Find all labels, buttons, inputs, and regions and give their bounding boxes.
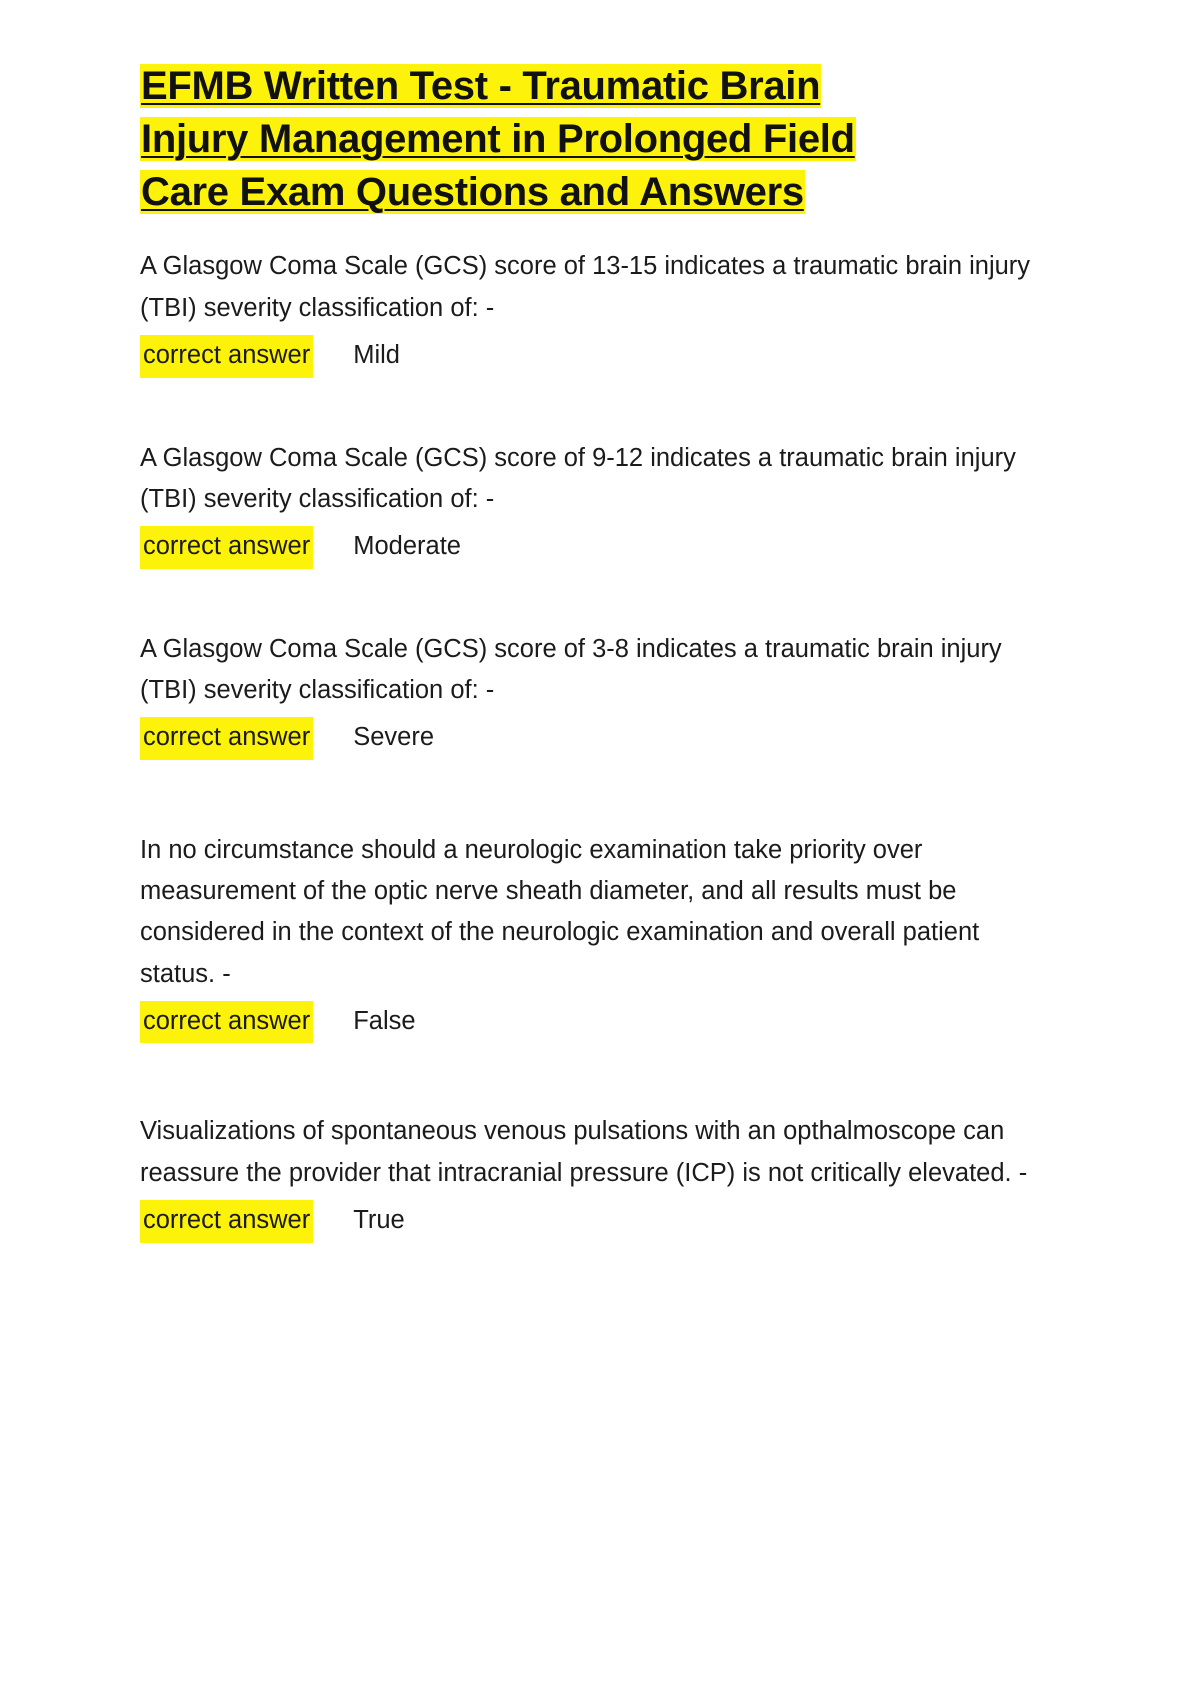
answer-row <box>140 1001 1060 1044</box>
qa-block <box>140 629 1060 760</box>
correct-answer-label: correct answer <box>140 526 313 569</box>
page-title <box>140 60 1060 218</box>
correct-answer-label: correct answer <box>140 717 313 760</box>
question-text: In no circumstance should a neurologic examination take priority over measurement of the optic nerve sheath diameter, and all results must be considered in the context of the neurologic examination and overall patient status. - <box>140 835 980 988</box>
correct-answer-value: True <box>353 1206 405 1235</box>
qa-block <box>140 1111 1060 1242</box>
answer-row <box>140 526 1060 569</box>
correct-answer-label: correct answer <box>140 1200 313 1243</box>
correct-answer-value: Mild <box>353 340 400 369</box>
correct-answer-value: Moderate <box>353 532 461 561</box>
qa-block <box>140 438 1060 569</box>
answer-row <box>140 1200 1060 1243</box>
page-title-line-2: Injury Management in Prolonged Field <box>141 116 855 161</box>
answer-row <box>140 335 1060 378</box>
qa-block <box>140 830 1060 1044</box>
correct-answer-label: correct answer <box>140 1001 313 1044</box>
question-text: A Glasgow Coma Scale (GCS) score of 13-15 indicates a traumatic brain injury (TBI) severity classification of: - <box>140 252 1031 322</box>
correct-answer-label: correct answer <box>140 335 313 378</box>
page-title-line-1: EFMB Written Test - Traumatic Brain <box>141 64 821 108</box>
page-title-line-3: Care Exam Questions and Answers <box>141 169 804 214</box>
correct-answer-value: False <box>353 1006 416 1035</box>
question-text: A Glasgow Coma Scale (GCS) score of 3-8 indicates a traumatic brain injury (TBI) severity classification of: - <box>140 634 1002 704</box>
answer-row <box>140 717 1060 760</box>
question-text: Visualizations of spontaneous venous pulsations with an opthalmoscope can reassure the provider that intracranial pressure (ICP) is not critically elevated. - <box>140 1117 1028 1187</box>
correct-answer-value: Severe <box>353 723 435 752</box>
question-text: A Glasgow Coma Scale (GCS) score of 9-12 indicates a traumatic brain injury (TBI) severity classification of: - <box>140 443 1016 513</box>
qa-block <box>140 246 1060 377</box>
